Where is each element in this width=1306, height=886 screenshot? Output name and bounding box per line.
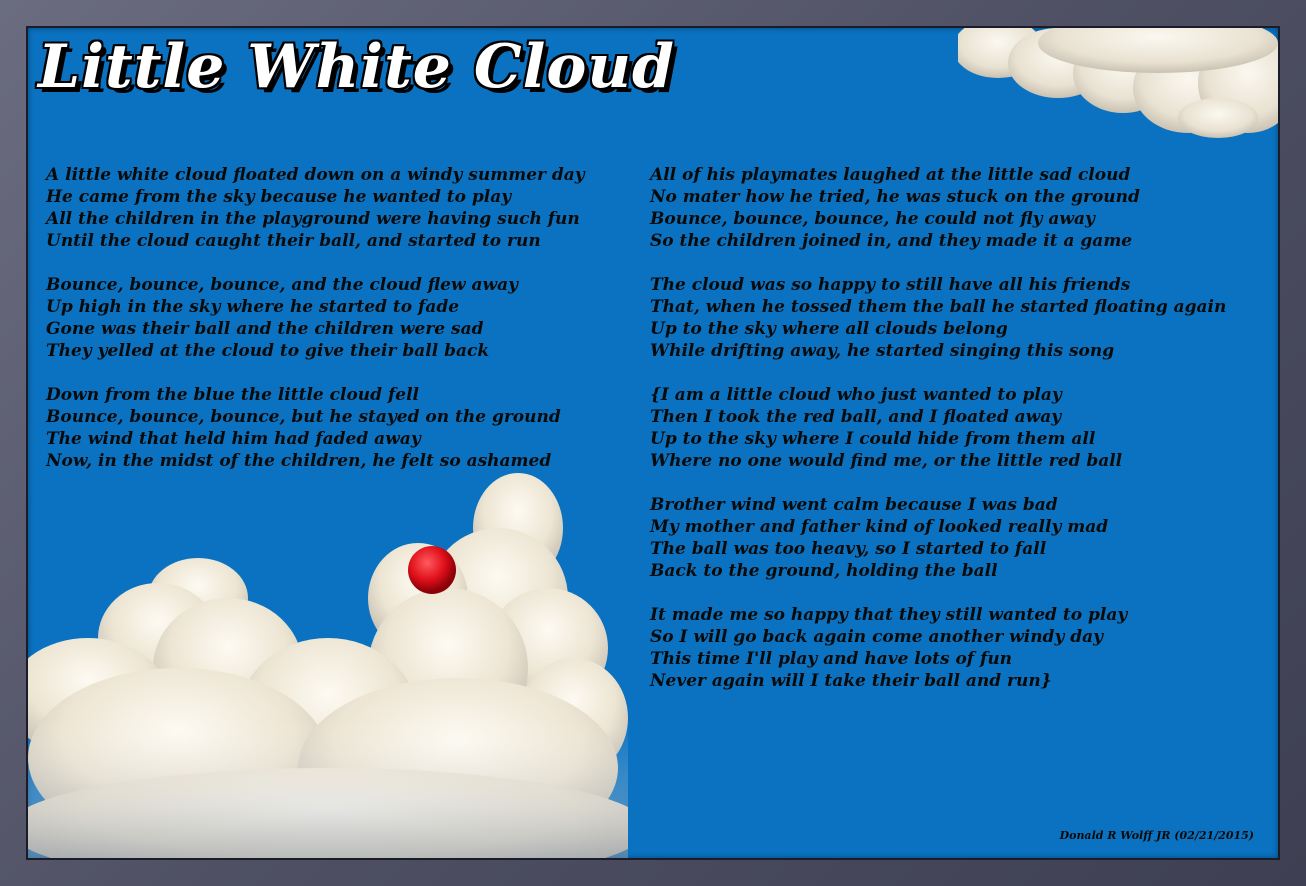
poem-line: Up to the sky where all clouds belong [650, 319, 1008, 339]
poem-line: The ball was too heavy, so I started to fall [650, 539, 1047, 559]
poem-line: Gone was their ball and the children were sad [46, 319, 484, 339]
author-signature: Donald R Wolff JR (02/21/2015) [1059, 829, 1254, 842]
stanza [650, 274, 1270, 362]
poem-line: That, when he tossed them the ball he started floating again [650, 297, 1227, 317]
large-cumulus-cloud [28, 468, 628, 858]
stanza [650, 604, 1270, 692]
poem-line: So the children joined in, and they made it a game [650, 231, 1133, 251]
poem-line: It made me so happy that they still wanted to play [650, 605, 1128, 625]
poem-line: The wind that held him had faded away [46, 429, 421, 449]
poem-line: Now, in the midst of the children, he felt so ashamed [46, 451, 552, 471]
poem-line: Where no one would find me, or the little red ball [650, 451, 1123, 471]
stanza [650, 494, 1270, 582]
stanza [650, 164, 1270, 252]
poem-line: {I am a little cloud who just wanted to play [650, 385, 1062, 405]
stanza [46, 274, 646, 362]
poster-canvas [28, 28, 1278, 858]
poem-right-column [650, 164, 1270, 714]
top-right-cloud [958, 28, 1278, 138]
poem-line: No mater how he tried, he was stuck on the ground [650, 187, 1140, 207]
poem-title: Little White Cloud [38, 32, 675, 102]
stanza [46, 384, 646, 472]
poem-line: Up high in the sky where he started to fade [46, 297, 460, 317]
poem-line: This time I'll play and have lots of fun [650, 649, 1013, 669]
poem-line: They yelled at the cloud to give their ball back [46, 341, 490, 361]
stanza [650, 384, 1270, 472]
poem-line: Bounce, bounce, bounce, and the cloud flew away [46, 275, 519, 295]
poem-line: While drifting away, he started singing this song [650, 341, 1115, 361]
poem-line: My mother and father kind of looked really mad [650, 517, 1109, 537]
poem-line: Then I took the red ball, and I floated away [650, 407, 1062, 427]
poem-line: So I will go back again come another windy day [650, 627, 1104, 647]
poem-line: The cloud was so happy to still have all his friends [650, 275, 1131, 295]
poem-line: He came from the sky because he wanted to play [46, 187, 512, 207]
poem-line: All the children in the playground were having such fun [46, 209, 580, 229]
poem-line: Back to the ground, holding the ball [650, 561, 998, 581]
red-ball [406, 544, 458, 596]
poem-line: All of his playmates laughed at the little sad cloud [650, 165, 1131, 185]
poem-line: Bounce, bounce, bounce, he could not fly away [650, 209, 1095, 229]
poem-line: Bounce, bounce, bounce, but he stayed on the ground [46, 407, 561, 427]
poem-line: Down from the blue the little cloud fell [46, 385, 420, 405]
poem-line: Never again will I take their ball and run} [650, 671, 1052, 691]
poem-line: Brother wind went calm because I was bad [650, 495, 1058, 515]
poem-line: Up to the sky where I could hide from them all [650, 429, 1096, 449]
poem-line: Until the cloud caught their ball, and started to run [46, 231, 541, 251]
poem-left-column [46, 164, 646, 494]
poem-line: A little white cloud floated down on a windy summer day [46, 165, 585, 185]
stanza [46, 164, 646, 252]
